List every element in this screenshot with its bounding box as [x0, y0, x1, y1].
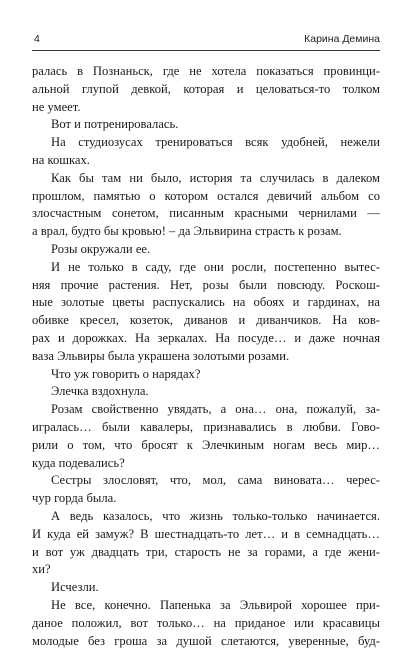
text-line: не умеет.	[32, 99, 380, 117]
text-line: а врал, будто бы кровью! – да Эльвирина страсть к розам.	[32, 223, 380, 241]
text-line: хи?	[32, 561, 380, 579]
text-line: куда подевались?	[32, 455, 380, 473]
text-line: Элечка вздохнула.	[32, 383, 380, 401]
text-line: обивке кресел, козеток, диванов и диванчиков. На ков-	[32, 312, 380, 330]
text-line: Исчезли.	[32, 579, 380, 597]
text-line: И не только в саду, где они росли, постепенно вытес-	[32, 259, 380, 277]
text-line: игралась… были кавалеры, признавались в любви. Гово-	[32, 419, 380, 437]
text-line: Розы окружали ее.	[32, 241, 380, 259]
text-line: ралась в Познаньск, где не хотела показаться провинци-	[32, 63, 380, 81]
text-line: Вот и потренировалась.	[32, 116, 380, 134]
text-line: Что уж говорить о нарядах?	[32, 366, 380, 384]
text-line: няя прочие растения. Нет, розы были повсюду. Роскош-	[32, 277, 380, 295]
text-line: Розам свойственно увядать, а она… она, пожалуй, за-	[32, 401, 380, 419]
text-line: На студиозусах тренироваться всяк удобней, нежели	[32, 134, 380, 152]
text-line: злосчастным сонетом, писанным красными чернилами —	[32, 205, 380, 223]
text-line: чур горда была.	[32, 490, 380, 508]
text-line: Не все, конечно. Папенька за Эльвирой хорошее при-	[32, 597, 380, 615]
text-line: А ведь казалось, что жизнь только-только начинается.	[32, 508, 380, 526]
text-line: Как бы там ни было, история та случилась в далеком	[32, 170, 380, 188]
running-head-author: Карина Демина	[304, 33, 380, 45]
text-line: Сестры злословят, что, мол, сама виновата… черес-	[32, 472, 380, 490]
text-line: даное положил, вот только… на приданое или красавицы	[32, 615, 380, 633]
text-line: И куда ей замуж? В шестнадцать-то лет… и в семнадцать…	[32, 526, 380, 544]
text-line: рили о том, что бросят к Элечкиным ногам весь мир…	[32, 437, 380, 455]
header-rule	[32, 50, 380, 51]
text-line: альной глупой девкой, которая и целоваться-то толком	[32, 81, 380, 99]
text-line: молодые без гроша за душой слетаются, уверенные, буд-	[32, 633, 380, 650]
page-header	[32, 33, 380, 49]
text-line: рах и дорожках. На зеркалах. На посуде… и даже ночная	[32, 330, 380, 348]
text-line: на кошках.	[32, 152, 380, 170]
text-line: прошлом, памятью о котором остался девичий альбом со	[32, 188, 380, 206]
text-line: ваза Эльвиры была украшена золотыми розами.	[32, 348, 380, 366]
body-text	[32, 63, 380, 650]
text-line: и вот уж двадцать три, старость не за горами, а где жени-	[32, 544, 380, 562]
page-number: 4	[34, 33, 40, 45]
text-line: ные золотые цветы распускались на обоях и гардинах, на	[32, 294, 380, 312]
